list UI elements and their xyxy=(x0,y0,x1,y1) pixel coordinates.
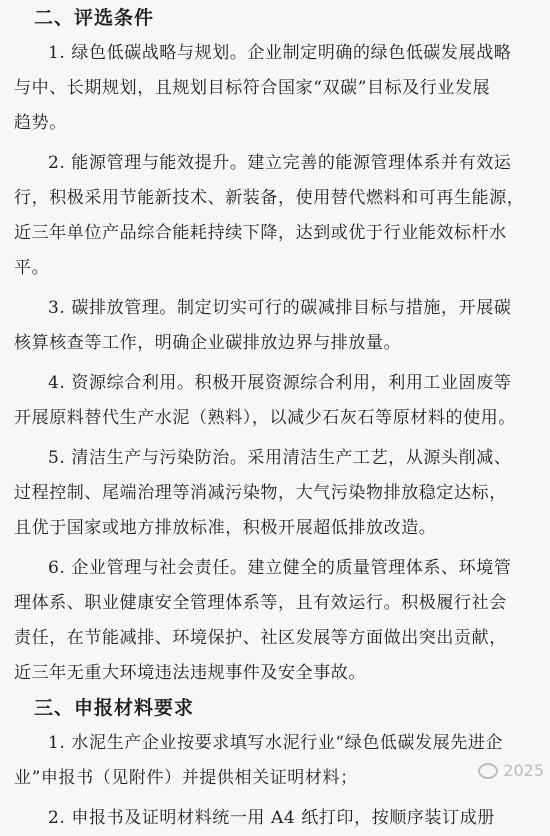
paragraph-line: 过程控制、尾端治理等消减污染物，大气污染物排放稳定达标， xyxy=(14,483,507,503)
paragraph xyxy=(14,146,536,286)
paragraph-line: 近三年无重大环境违法违规事件及安全事故。 xyxy=(14,663,366,683)
paragraph-line: 平。 xyxy=(14,258,50,278)
paragraph-line: 趋势。 xyxy=(14,113,67,133)
paragraph-line: 业”申报书（见附件）并提供相关证明材料； xyxy=(14,768,358,788)
paragraph-line: 开展原料替代生产水泥（熟料），以减少石灰石等原材料的使用。 xyxy=(14,408,516,428)
paragraph-line: 核算核查等工作，明确企业碳排放边界与排放量。 xyxy=(14,333,402,353)
paragraph-line: 5. 清洁生产与污染防治。采用清洁生产工艺，从源头削减、 xyxy=(48,448,512,468)
paragraph xyxy=(14,551,536,691)
paragraph xyxy=(14,291,536,361)
section-heading: 二、评选条件 xyxy=(34,7,155,29)
wechat-icon xyxy=(478,763,498,779)
section-heading: 三、申报材料要求 xyxy=(34,697,195,719)
paragraph-line: 理体系、职业健康安全管理体系等，且有效运行。积极履行社会 xyxy=(14,593,507,613)
paragraph xyxy=(14,366,536,436)
paragraph-line: 与中、长期规划，且规划目标符合国家“双碳”目标及行业发展 xyxy=(14,78,491,98)
paragraph-line: 近三年单位产品综合能耗持续下降，达到或优于行业能效标杆水 xyxy=(14,223,507,243)
paragraph-line: 行，积极采用节能新技术、新装备，使用替代燃料和可再生能源， xyxy=(14,188,525,208)
paragraph-line: 2. 申报书及证明材料统一用 A4 纸打印，按顺序装订成册 xyxy=(48,808,495,828)
paragraph-line: 6. 企业管理与社会责任。建立健全的质量管理体系、环境管 xyxy=(48,558,512,578)
watermark xyxy=(478,761,544,780)
watermark-text: 2025 xyxy=(503,761,544,780)
paragraph-line: 且优于国家或地方排放标准，积极开展超低排放改造。 xyxy=(14,518,437,538)
paragraph-line: 2. 能源管理与能效提升。建立完善的能源管理体系并有效运 xyxy=(48,153,512,173)
paragraph-line: 1. 水泥生产企业按要求填写水泥行业“绿色低碳发展先进企 xyxy=(48,733,504,753)
paragraph xyxy=(14,441,536,546)
paragraph xyxy=(14,36,536,141)
paragraph-line: 4. 资源综合利用。积极开展资源综合利用，利用工业固废等 xyxy=(48,373,512,393)
paragraph xyxy=(14,801,536,836)
paragraph-line: 责任，在节能减排、环境保护、社区发展等方面做出突出贡献， xyxy=(14,628,507,648)
paragraph xyxy=(14,726,536,796)
document-body xyxy=(14,6,536,836)
paragraph-line: 3. 碳排放管理。制定切实可行的碳减排目标与措施，开展碳 xyxy=(48,298,512,318)
paragraph-line: 1. 绿色低碳战略与规划。企业制定明确的绿色低碳发展战略 xyxy=(48,43,512,63)
